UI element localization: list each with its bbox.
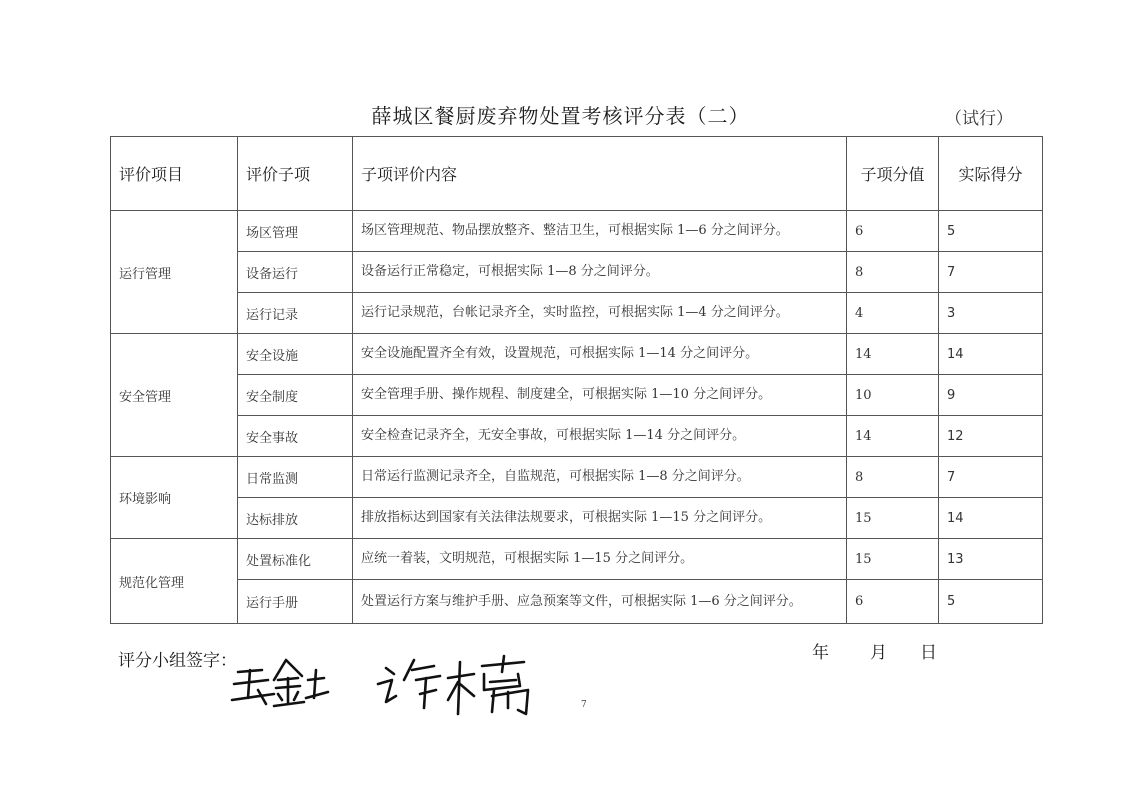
content-cell: 日常运行监测记录齐全，自监规范，可根据实际 1—8 分之间评分。 <box>353 457 847 498</box>
content-cell: 安全检查记录齐全，无安全事故，可根据实际 1—14 分之间评分。 <box>353 416 847 457</box>
content-cell: 运行记录规范，台帐记录齐全，实时监控，可根据实际 1—4 分之间评分。 <box>353 293 847 334</box>
actual-score-cell: 13 <box>939 539 1043 580</box>
max-score-cell: 10 <box>847 375 939 416</box>
subitem-cell: 场区管理 <box>238 211 353 252</box>
actual-score-cell: 5 <box>939 211 1043 252</box>
subitem-cell: 运行手册 <box>238 580 353 624</box>
table-row <box>111 293 1043 334</box>
table-row <box>111 211 1043 252</box>
content-cell: 安全管理手册、操作规程、制度建全，可根据实际 1—10 分之间评分。 <box>353 375 847 416</box>
date-year: 年 <box>812 643 829 663</box>
max-score-cell: 15 <box>847 539 939 580</box>
max-score-cell: 14 <box>847 416 939 457</box>
actual-score-cell: 3 <box>939 293 1043 334</box>
content-cell: 场区管理规范、物品摆放整齐、整洁卫生，可根据实际 1—6 分之间评分。 <box>353 211 847 252</box>
category-cell: 安全管理 <box>111 334 238 457</box>
content-cell: 设备运行正常稳定，可根据实际 1—8 分之间评分。 <box>353 252 847 293</box>
handwritten-signature <box>228 650 538 718</box>
category-cell: 环境影响 <box>111 457 238 539</box>
content-cell: 应统一着装，文明规范，可根据实际 1—15 分之间评分。 <box>353 539 847 580</box>
table-row <box>111 334 1043 375</box>
max-score-cell: 8 <box>847 457 939 498</box>
date-month: 月 <box>870 643 887 663</box>
document-title: 薛城区餐厨废弃物处置考核评分表（二） <box>371 104 750 128</box>
table-row <box>111 498 1043 539</box>
score-table <box>110 136 1043 624</box>
category-cell: 运行管理 <box>111 211 238 334</box>
max-score-cell: 8 <box>847 252 939 293</box>
actual-score-cell: 7 <box>939 457 1043 498</box>
actual-score-cell: 14 <box>939 498 1043 539</box>
subitem-cell: 运行记录 <box>238 293 353 334</box>
header-category: 评价项目 <box>111 137 238 211</box>
subitem-cell: 安全事故 <box>238 416 353 457</box>
subitem-cell: 日常监测 <box>238 457 353 498</box>
content-cell: 安全设施配置齐全有效，设置规范，可根据实际 1—14 分之间评分。 <box>353 334 847 375</box>
header-subitem: 评价子项 <box>238 137 353 211</box>
max-score-cell: 6 <box>847 211 939 252</box>
table-row <box>111 580 1043 624</box>
table-row <box>111 416 1043 457</box>
actual-score-cell: 14 <box>939 334 1043 375</box>
subitem-cell: 安全设施 <box>238 334 353 375</box>
max-score-cell: 14 <box>847 334 939 375</box>
header-actual-score: 实际得分 <box>939 137 1043 211</box>
subitem-cell: 达标排放 <box>238 498 353 539</box>
table-row <box>111 375 1043 416</box>
header-row <box>111 137 1043 211</box>
table-row <box>111 457 1043 498</box>
table-row <box>111 252 1043 293</box>
subitem-cell: 设备运行 <box>238 252 353 293</box>
page-number: 7 <box>581 700 587 710</box>
header-content: 子项评价内容 <box>353 137 847 211</box>
signature-label: 评分小组签字： <box>118 651 237 671</box>
subitem-cell: 处置标准化 <box>238 539 353 580</box>
date-day: 日 <box>920 643 937 663</box>
max-score-cell: 6 <box>847 580 939 624</box>
actual-score-cell: 12 <box>939 416 1043 457</box>
max-score-cell: 15 <box>847 498 939 539</box>
subitem-cell: 安全制度 <box>238 375 353 416</box>
max-score-cell: 4 <box>847 293 939 334</box>
header-max-score: 子项分值 <box>847 137 939 211</box>
actual-score-cell: 5 <box>939 580 1043 624</box>
category-cell: 规范化管理 <box>111 539 238 624</box>
trial-note: （试行） <box>945 109 1013 129</box>
actual-score-cell: 7 <box>939 252 1043 293</box>
content-cell: 排放指标达到国家有关法律法规要求，可根据实际 1—15 分之间评分。 <box>353 498 847 539</box>
actual-score-cell: 9 <box>939 375 1043 416</box>
content-cell: 处置运行方案与维护手册、应急预案等文件，可根据实际 1—6 分之间评分。 <box>353 580 847 624</box>
table-row <box>111 539 1043 580</box>
